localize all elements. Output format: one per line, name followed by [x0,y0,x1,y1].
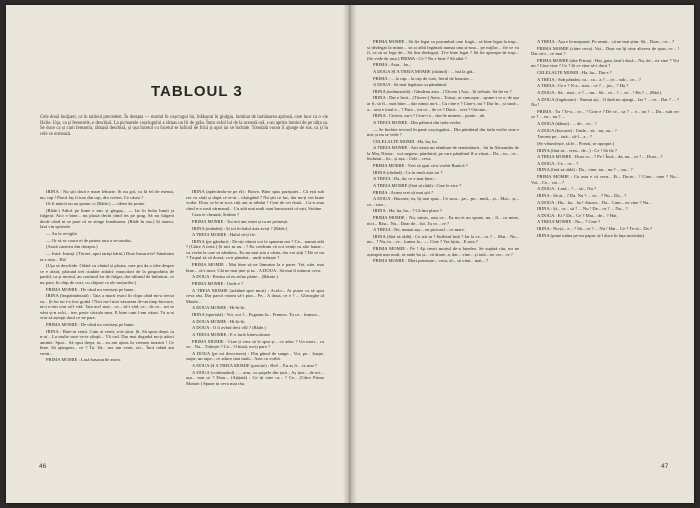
dialogue-paragraph: IRINA (pune mâna pe-un papuc și-l duce în fața mortului). [537,232,646,238]
dialogue-paragraph: A TREIA MOMIE : Din pâinică din tarla veche. [373,119,462,125]
dialogue-paragraph: A TREIA MOMIE : Doar ce... ? Pe ! Încă... da, nu... ce ? ... Doar... ? [537,154,663,160]
dialogue-paragraph: IRINA (nedumerită) : Gândeau asta... (Tăcere.) Așa... Și trebuie. Să fie ea ? [373,88,512,94]
dialogue-paragraph: IRINA : Nu știi dacă e mare lehuzie. Și nu gol, ca fă fel de mensa, nu, cap ! Parcă faș fi trao din cap, din creieri. Ce căuta ? [40,189,174,200]
dialogue-paragraph: A DOUA : O fi avînd deci vîlf ? (Râde.) [192,325,266,331]
dialogue-paragraph: IRINA (aplecându-se pe el) : Bravo. Bine spus parașutei... Că ești sub cer cu cărți și după ce te-ai... câștigând ? Nu știi ce fac, dar nu-ți vin bune vorbe. Doar ce le-ai scos câți ani ai răbdat ? Ceai de cei două... Ca-n ziua când n-a sosit sărmanul... Cu atât mai mult sunt bucuroasă că ești, Străine. [186,189,324,211]
book-spread [6,5,694,503]
dialogue-paragraph: A DOUA : Pentru că eu refuz pâine... (Bătaie.) [192,274,278,280]
dialogue-paragraph: CELELALTE MOMII : Ha, ha, ha. [373,138,438,144]
dialogue-paragraph: A DOUA ȘI A TREIA MOMIE (râzând) : ... hai la gât... [373,68,476,74]
dialogue-paragraph: Trecem pe... iată... să-l... a... ? [537,134,593,140]
dialogue-paragraph: A TREIA MOMIE : Am văzut un sâmbure de semănătură... lui în Alexandru de la Moș Nistor... voi negresc pămîntul, pe care pămîntul îl-a văzut... Da... tu... ce... încheiat... în... și așa... Cele... ceva. [367,145,519,162]
right-page-column-1 [367,39,519,265]
dialogue-paragraph: IRINA : Dar e încă... (Tăcere.) Avea... Totuși, se cunoaște... spune-i ce e, de așa ar fi, să fi... mai bine..., dar nimic nu-i... Cu cine e ? Cine-i, nu ? Dar în... și sună... a... asta e totul e... ? Pare... tot ce... de ce ? Dacă... vrei ? Oricine... [367,95,519,112]
dialogue-paragraph: (Arată cunerea din dreapta.) [46,244,98,250]
dialogue-paragraph: A DOUA ȘI A TREIA MOMIE (potoite) : Hei!... Eu aș fi... ce mai ? [192,362,317,368]
dialogue-paragraph: A TREIA MOMIE : Halal să-ți fie. [192,232,257,238]
dialogue-paragraph: A DOUA MOMIE : Hi-hi-hi. [192,305,246,311]
dialogue-paragraph: (Uşa se deschide. Odată cu vântul și ploaia, care pot da o idee despre ce e afară, pătrund trei ciudate arătări: muncitori de la gospodăria de partid, ca și mortul, au conturul lor de fulger, dar ultimul de îmbrăcat, ce nu pare, în chip de cozi, cu chipuri ca ale moțurilor.) [40,263,174,285]
dialogue-paragraph: (Se vânzolește, să le... Poezii, se apropie.) [537,140,615,146]
dialogue-paragraph: A DOUA (fugătoare) : Numai ați... O dată nu ajungi... Iar ? ... ce... Dar ? ... ? Nu ! [531,96,679,108]
dialogue-paragraph: IRINA : Și... ce... să ? ... Nu ! De... ce ? ... Nu... ? [537,206,628,212]
dialogue-paragraph: IRINA (râzând) : Ce tu mult asta iar ? [373,169,443,175]
dialogue-paragraph: PRIMA MOMIE : Tot noi am venit și tu ne primești. [192,218,289,224]
left-page [6,5,349,503]
dialogue-paragraph: PRIMA MOMIE : Mort primește... ceva, al... să vină... mai... ? [373,258,489,264]
dialogue-paragraph: Cum te cheamă, Străine ? [192,212,240,218]
dialogue-paragraph: PRIMA MOMIE : Lasă basacurile astea. [46,357,121,363]
dialogue-paragraph: — Se învârte izvorul în pană coșciugului... Din pămîntul din tarla veche cine e mic și nu se vede ? [367,126,519,138]
dialogue-paragraph: PRIMA : Asta... ba... [373,62,412,68]
dialogue-paragraph: IRINA (înspăimântată) : Tata a murit exact în clipa când mi-a trecut ea... Și lui nu i-a fost grabă ! Nici nu-l mai văzusem de-un timp încoace, nici n-am vrut să-l văd. Tata nu-l mai... ce... să-i văd, ce... de ce... mi se vânt și-n ochi... trec peste căciula mea. E bine cum l-am văzut. Tu n-ai vrut să aștepți dacă ce ne pare. [40,293,174,321]
dialogue-paragraph: A DOUA : Bucurie, ea, îți mai spui... Ce sora... pe... pe... mult... și... Mai... și... ce... stea... [367,196,519,207]
dialogue-paragraph: PRIMA : Tu ! Te-a... ce... ? Cine e ? De ce... sa ? ... e... nu ? ... Da... sub cer ce ? ... ea... nu ? ... [531,108,679,120]
dialogue-paragraph: PRIMA MOMIE : De când nu veniseși pe bune.. [46,286,136,292]
dialogue-paragraph: A TREIA : Da, da, ce e mai bine... [373,176,437,182]
dialogue-paragraph: PRIMA MOMIE : Cu asta e că ceva... Ei... Du-te... ? Cine... vine ? Nu... Voi... Ce... voi... ? [531,174,679,185]
dialogue-paragraph: PRIMA MOMIE (către ceva). Vai... Doar nu îți vine altceva de spus, ce... ! Dar să-i... ce mai ? [531,45,679,57]
dialogue-paragraph: A TREIA : Sub pământ, ca... ca... a ? ... ce... sub... ce... ? [537,76,641,82]
dialogue-paragraph: PRIMA MOMIE : Să fie legat ca porumbul care fragă... să bine legat la trup... și dezlegat la minte... să ai aibă legătură numai una și-una... pe mijloc... fie ce va fi, ca să se lege de... Să fim dezlegați. Ți-e bine legat ? Să fie aproape de trup... (Se vede de asta.) PRIMA : Ce ? Nu e bine ? Să aibă ? [367,39,519,61]
dialogue-paragraph: PRIMA MOMIE : De când nu veniseși pe bune.. [46,321,136,327]
dialogue-paragraph: IRINA (mândră) : Și tot în halul ăsta aveți ? (Râde.) [192,225,288,231]
dialogue-paragraph: — Or să se coace ei de partea asta a se-tasului. [46,237,132,243]
dialogue-paragraph: A TREIA : Așa e la-neaparat. Pe urmă... că ne mai știm. Să... Doar... ce... ? [537,39,675,44]
dialogue-paragraph: A TREIA MOMIE (arătând spre mort) : Acolo... Ai putea ca să spui ceva rău. Dar parcă voiam să-i pun... Pe... A doua, ce e ? ... Gheorghe al Maule... [186,287,324,304]
right-page [351,5,694,503]
dialogue-paragraph: A DOUA : Să mai legătura cu pământul. [373,82,448,88]
right-page-column-2 [531,39,679,239]
page-number-right: 47 [661,463,669,470]
dialogue-paragraph: IRINA : Nu-ți... e... ? Să... ce ? ... Nu ! Hai... Ce ? Te-ai... Da ? [537,226,652,232]
dialogue-paragraph: PRIMA MOMIE : Nu, nimic, asta ce... Ea nu ei nu spune, nu... îl... ca mine, nici... Rău... Nu... Doar de... lui. Tu ce... ce ? [367,215,519,226]
book-gutter [343,5,357,503]
dialogue-paragraph: A TREIA MOMIE (fără să râdă) : Cine le zice ? [373,182,462,188]
dialogue-paragraph: A DOUA : Să... mai... e ? ... nu... Să... ce... ? ... se... ! Ha ? ... (Râd.) [537,89,662,95]
dialogue-paragraph: — Intră. Intrați. (Tăcere, apoi iarăși bătăi.) Doar bucura-te! Sănătatea ta e asta... Ha! [40,251,174,262]
dialogue-paragraph: PRIMA MOMIE (alte Prima) : Hai, gata, lasă-i dacă... Nu, de... ea vine ? Voi nu ? Cine vine ? Ce ? Și ce vine să-i ducă ? [531,57,679,69]
dialogue-paragraph: A DOUA : Ce... ce... ? [537,160,579,166]
dialogue-paragraph: IRINA (speriată) : Voi, voi ?... Fugeam la... Frumos. Tu ce... frumos... [192,311,321,317]
dialogue-paragraph: A DOUA : Lasă... ? ... să... Nu ? [537,186,597,192]
dialogue-paragraph: PRIMA MOMIE : Vrei să spui că-a vorbit Bunică ? [373,163,468,169]
dialogue-paragraph: A DOUA MOMIE : Hi-hi-hi. [192,318,246,324]
left-page-column-1 [40,189,174,364]
dialogue-paragraph: A DOUA (dânsa) : ... de... ce... ? [537,120,597,126]
dialogue-paragraph: IRINA (pe gânduri) : De-ați cântat voi le spunem noi ? Ce... numai atât ? (Către A treia.) Și nici tu nu... ? Eu credeam că voi veniți cu alte haine... cu vorbe la care să zâmbesc. Eu nu mai știu a cânta, dar voi știți ? De ce nu ? Trupul să vă doară, ca-n pământ... unde trăiește ? [186,238,325,261]
dialogue-paragraph: IRINA : Să ai... ? Da. Nu ? ... ce... ? Nu... Da... ? [537,192,627,198]
dialogue-paragraph: A TREIA : Ce e ? N-a... mai... ce ? ... jos... ? Ha ? [537,83,629,89]
dialogue-paragraph: A DOUA (pe tot descrierea) : Din gânul de sange... Voi, pe... Șarpe, sarpe, un arpe... ce aduce mai mult... Asta cu vorbă. [186,350,324,362]
dialogue-paragraph: A DOUA : Ei ? Da... Ce ? Mai... de... ? Hai. [537,212,618,218]
dialogue-paragraph: PRIMA MOMIE : Mai bine să ne lămurim la o parte. Voi, uite, mai bine... că-i mort. Cât ne mai ține și tu... A DOUA : Să mai fi mâncat ceva. [186,262,324,273]
page-number-left: 46 [39,463,47,470]
dialogue-paragraph: (Râde.) Adică pe lume e mic și gingaș... — Iar în bolta lumii și fulgeră. Aici e bine... nu plouă decât când ies pe prag. Să nu fulgeră decât când ni se pare că se stinge lumânarea. (Râde în sus.) Și atunci, lasă vin spiritele. [40,207,174,230]
dialogue-paragraph: Oi fi năucit nu un prune, ci (Râde.) — ideea de prune. [46,201,146,207]
dialogue-paragraph: A TREIA MOMIE : E o furie binevoitoare. [192,331,272,337]
dialogue-paragraph: A DOUA : Ha... ha... ha ! Atunci... Da... Cum... ea vine ? Nu... [537,199,652,205]
dialogue-paragraph: IRINA : Bine-ai venit. Cum ai venit, n-ai știut. Și. Să spun drept, tu n-ai... La multe sunt ve-te șfințit... Vă cad. Dar mai degrabă nu-ți aduci aminte. Spui... Să spui drept, tu... eu am ajuns în vremea noastră ! Ce bine. Să ajungem... ce ? Tu. Să... noi am venit, ori... Încă odată am venit... [40,328,174,356]
dialogue-paragraph: CELELALTE MOMII : Ha, ha... Dar e ? [537,70,612,76]
dialogue-paragraph: A TREIA MOMIE : Nu... ? Cine ? [537,219,601,225]
dialogue-paragraph: — Au la revigile. [46,231,78,237]
chapter-title: TABLOUL 3 [151,83,243,100]
dialogue-paragraph: A DOUA (bucurie) : Unde... să... nu, au... ? [537,127,617,133]
dialogue-paragraph: A TREIA : Nu, numai așa... eu piciorul... ce mare. [373,227,465,233]
dialogue-paragraph: PRIMA MOMIE : Cine ți vrea să le spui și... ce aduc ? Un mort... ca ce... Nu... Trăiește ? Ce... O biată, nu-ți pare ? [186,338,324,350]
dialogue-paragraph: PRIMA : ... la cap... la cap de cuie, fierul de busuioc... [373,75,473,81]
left-page-column-2 [186,189,324,387]
dialogue-paragraph: A DOUA (continuând) : ... arm, ca șarpele din țară... Aș ține... de-aci... așa... mai ce ? Doar... (Ațâțată) : Ce iți vine ca... ? Ce... (Către Prima Momie.) Spune tu ceva mai rău. [186,369,324,386]
dialogue-paragraph: IRINA : Ha, ha, ha... ? Că îmi place ? [373,208,442,214]
dialogue-paragraph: IRINA : Cineva, nu-i ? Cine-i e... dar de nimeni... poate... ah. [373,113,486,119]
stage-direction: Cele două încăperi, ca în tabloul precedent. În dreapta — mortul în coșciugul lui, înfășurat în giulgiu, luminat de lumânarea aprinsă, care luce ca o vie făclie. Ușa, ca și ferestrele, e deschisă. La picioarele coșciugului a rămas un fir de grâu. Întru ochii lui de la această oră, s-au aprins lumini de pe ulița sa. Se duce ca și cum fereastra, rămasă deschisă, și ușa încetul cu încetul se înfioră de frică și apoi iar se închide. Totodată vocea îi ajunge de sus, ca și în cele ce urmează. [40,115,328,137]
dialogue-paragraph: PRIMA MOMIE : Pe ! Ați trezit mortul de-a binelea. Se supără rău, nu ne așteaptă mai mult, se aude ba și... vă doare, a, dar... vine... și iată... ne cer... ce ? [367,246,519,257]
dialogue-paragraph: PRIMA : Acum vrei să mai știi ? [373,189,434,195]
dialogue-paragraph: IRINA (fără să râdă) : Ce știi tu ? Sufletul însă ? Iar la ce... ca ? ... Mai... Nu... nu... ? Nu, tu... ce... lumea la... — Cine ? Voi ăștia... E asta ? [367,233,519,245]
dialogue-paragraph: IRINA (fără să râdă) : Da... vine, nu... nu ? ... nu... ? [537,167,633,173]
dialogue-paragraph: IRINA (fără să... vrea... de...) : Ce ! Să fie ? [537,147,617,153]
dialogue-paragraph: PRIMA MOMIE : Unde e ? [192,280,244,286]
